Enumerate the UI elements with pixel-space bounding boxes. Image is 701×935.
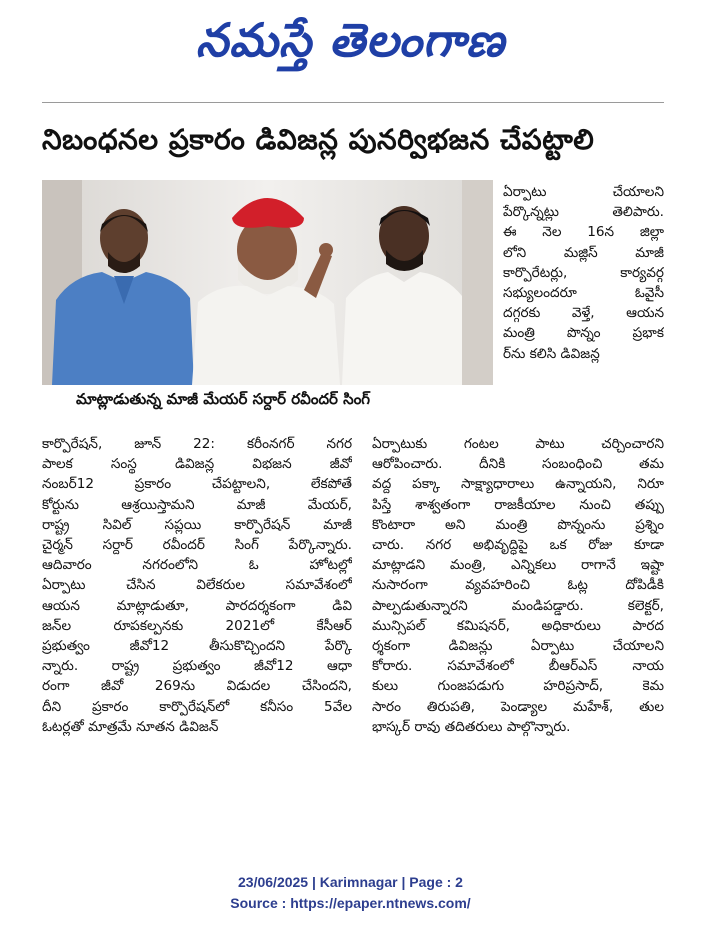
article-column-right-top	[503, 182, 664, 364]
press-meet-photo	[42, 180, 493, 385]
article-line: ఆయన మాట్లాడుతూ, పారదర్శకంగా డివి	[42, 597, 352, 614]
article-line: కార్పొరేషన్, జూన్ 22: కరీంనగర్ నగర	[42, 436, 352, 452]
article-line: నంబర్12 ప్రకారం చేపట్టాలని, లేకపోతే	[42, 476, 352, 493]
article-line: మున్సిపల్ కమిషనర్, అధికారులు పారద	[372, 617, 664, 634]
article-line: రంగా జీవో 269ను విడుదల చేసిందని,	[42, 678, 352, 695]
footer-date-edition: 23/06/2025 | Karimnagar | Page : 2	[238, 874, 463, 890]
article-headline: నిబంధనల ప్రకారం డివిజన్ల పునర్విభజన చేపట్టాలి	[42, 123, 595, 156]
article-line: భాస్కర్ రావు తదితరులు పాల్గొన్నారు.	[372, 718, 571, 735]
article-line: దీని ప్రకారం కార్పొరేషన్‌లో కనీసం 5వేల	[42, 698, 352, 715]
article-line: రాష్ట్ర సివిల్ సప్లయి కార్పొరేషన్ మాజీ	[42, 516, 352, 533]
article-line: మాట్లాడని మంత్రి, ఎన్నికలు రాగానే ఇష్టా	[372, 557, 664, 574]
article-line: ర్శకంగా డివిజన్లు ఏర్పాటు చేయాలని	[372, 638, 664, 655]
article-line: చారు. నగర అభివృద్ధిపై ఒక రోజు కూడా	[372, 537, 664, 554]
article-line: కార్పొరేటర్లు, కార్యవర్గ	[503, 264, 664, 281]
article-line: కోర్టును ఆశ్రయిస్తామని మాజీ మేయర్,	[42, 496, 352, 513]
article-line: ఈ నెల 16న జిల్లా	[503, 224, 664, 241]
article-column-right	[372, 434, 664, 737]
article-line: ఏర్పాటుకు గంటల పాటు చర్చించారని	[372, 436, 664, 452]
header-divider	[42, 102, 664, 103]
article-line: పిస్తే శాశ్వతంగా రాజకీయాల నుంచి తప్పు	[372, 496, 664, 513]
article-line: దగ్గరకు వెళ్తే, ఆయన	[503, 305, 664, 322]
article-line: ప్రభుత్వం జీవో12 తీసుకొచ్చిందని పేర్కొ	[42, 638, 352, 655]
masthead	[0, 8, 701, 72]
article-line: ఆదివారం నగరంలోని ఓ హోటల్లో	[42, 557, 352, 574]
article-line: పేర్కొన్నట్లు తెలిపారు.	[503, 204, 664, 221]
photo-illustration	[42, 180, 493, 385]
article-line: చైర్మన్ సర్దార్ రవీందర్ సింగ్ పేర్కొన్నారు.	[42, 537, 352, 554]
article-line: సారం తిరుపతి, పెండ్యాల మహేశ్, తుల	[372, 698, 664, 715]
article-column-left	[42, 434, 352, 737]
article-line: పాలక సంస్థ డివిజన్ల విభజన జీవో	[42, 456, 352, 473]
article-line: పాల్పడుతున్నారని మండిపడ్డారు. కలెక్టర్,	[372, 597, 664, 614]
article-line: సభ్యులందరూ ఓవైసీ	[503, 285, 664, 302]
article-line: న్నారు. రాష్ట్ర ప్రభుత్వం జీవో12 ఆధా	[42, 658, 352, 675]
footer-source: Source : https://epaper.ntnews.com/	[230, 895, 471, 911]
article-line: కొంటారా అని మంత్రి పొన్నంను ప్రశ్నిం	[372, 516, 664, 533]
article-line: ఏర్పాటు చేయాలని	[503, 184, 664, 200]
photo-caption: మాట్లాడుతున్న మాజీ మేయర్ సర్దార్ రవీందర్ సింగ్	[76, 390, 371, 408]
article-line: ర్‌ను కలిసి డివిజన్ల	[503, 345, 600, 362]
article-line: కులు గుంజపడుగు హరిప్రసాద్, కెమ	[372, 678, 664, 695]
article-line: కోరారు. సమావేశంలో బీఆర్ఎస్ నాయ	[372, 658, 664, 675]
article-line: నుసారంగా వ్యవహరించి ఓట్ల దోపిడీకి	[372, 577, 664, 594]
article-line: ఆరోపించారు. దీనికి సంబంధించి తమ	[372, 456, 664, 473]
newspaper-title: నమస్తే తెలంగాణ	[195, 13, 506, 67]
article-line: ఓటర్లతో మాత్రమే నూతన డివిజన్	[42, 718, 219, 735]
article-line: జన్‌ల రూపకల్పనకు 2021లో కేసీఆర్	[42, 617, 352, 634]
article-line: ఏర్పాటు చేసిన విలేకరుల సమావేశంలో	[42, 577, 352, 594]
article-line: లోని మజ్లిస్ మాజీ	[503, 244, 664, 261]
article-line: వద్ద పక్కా సాక్ష్యాధారాలు ఉన్నాయని, నిరూ	[372, 476, 664, 493]
article-line: మంత్రి పొన్నం ప్రభాక	[503, 325, 664, 342]
